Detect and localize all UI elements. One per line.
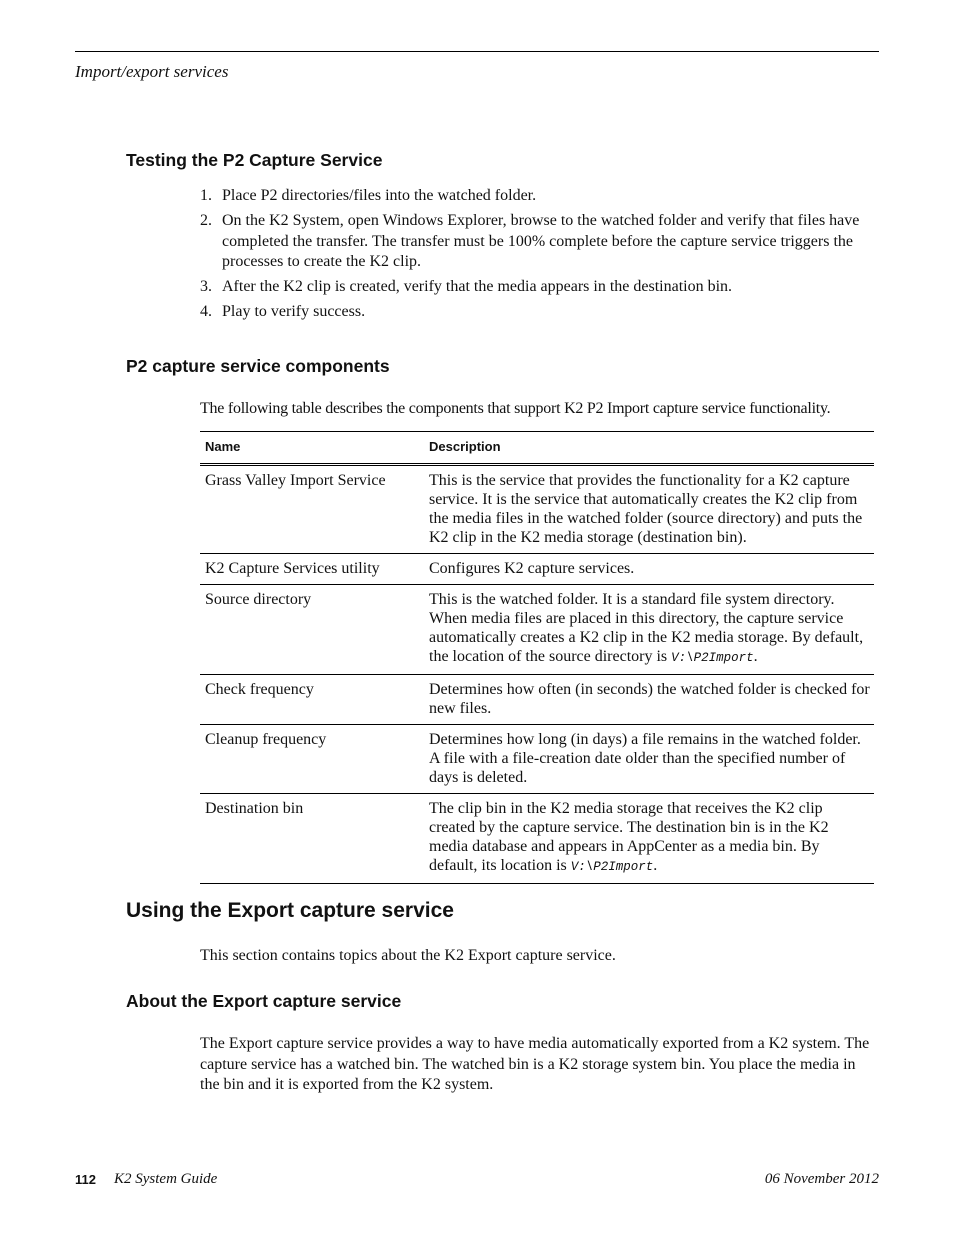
heading-using-export: Using the Export capture service <box>126 899 454 922</box>
cell-name: K2 Capture Services utility <box>200 554 424 585</box>
table-row <box>200 465 874 554</box>
heading-about-export: About the Export capture service <box>126 991 402 1011</box>
table-row <box>200 794 874 884</box>
path-code: V:\P2Import <box>671 651 754 665</box>
about-export-text: The Export capture service provides a way to have media automatically exported from a K2 system. The capture service has a watched bin. The watched bin is a K2 storage system bin. You place the media in the bin and it is exported from the K2 system. <box>200 1035 870 1093</box>
components-intro: The following table describes the components that support K2 P2 Import capture service functionality. <box>200 400 831 417</box>
step-item: 1. Place P2 directories/files into the watched folder. <box>200 187 537 204</box>
components-table <box>200 431 874 884</box>
using-export-text: This section contains topics about the K2 Export capture service. <box>200 947 616 964</box>
step-item: 3. After the K2 clip is created, verify that the media appears in the destination bin. <box>200 278 733 295</box>
table-row <box>200 554 874 585</box>
cell-name: Grass Valley Import Service <box>200 465 424 554</box>
cell-name: Source directory <box>200 585 424 675</box>
table-row <box>200 585 874 675</box>
table-row <box>200 725 874 794</box>
cell-description: Determines how often (in seconds) the watched folder is checked for new files. <box>424 675 874 725</box>
cell-description: Configures K2 capture services. <box>424 554 874 585</box>
step-item: 2. On the K2 System, open Windows Explorer, browse to the watched folder and verify that files have completed the transfer. The transfer must be 100% complete before the capture service triggers the processes to create the K2 clip. <box>200 212 860 270</box>
page-number: 112 <box>75 1172 96 1187</box>
header-rule <box>75 51 879 52</box>
column-header-name: Name <box>200 432 424 465</box>
cell-name: Cleanup frequency <box>200 725 424 794</box>
step-item: 4. Play to verify success. <box>200 303 366 320</box>
table-row <box>200 675 874 725</box>
heading-p2-components: P2 capture service components <box>126 356 390 376</box>
running-head: Import/export services <box>75 62 229 81</box>
cell-name: Destination bin <box>200 794 424 884</box>
testing-steps-list <box>200 186 880 327</box>
cell-description: Determines how long (in days) a file remains in the watched folder. A file with a file-creation date older than the specified number of days is deleted. <box>424 725 874 794</box>
footer-guide-title: K2 System Guide <box>114 1171 218 1187</box>
footer-date: 06 November 2012 <box>764 1171 879 1187</box>
cell-description: This is the watched folder. It is a standard file system directory. When media files are placed in this directory, the capture service automatically creates a K2 clip in the K2 media storage. By default, the location of the source directory is V:\P2Import. <box>424 585 874 675</box>
table-header-row <box>200 432 874 465</box>
cell-description: This is the service that provides the functionality for a K2 capture service. It is the service that automatically creates the K2 clip from the media files in the watched folder (source directory) and puts the K2 clip in the K2 media storage (destination bin). <box>424 465 874 554</box>
path-code: V:\P2Import <box>570 860 654 874</box>
heading-testing-p2: Testing the P2 Capture Service <box>126 150 383 170</box>
cell-name: Check frequency <box>200 675 424 725</box>
column-header-description: Description <box>424 432 874 465</box>
cell-description: The clip bin in the K2 media storage that receives the K2 clip created by the capture service. The destination bin is in the K2 media database and appears in AppCenter as a media bin. By default, its location is V:\P2Import. <box>424 794 874 884</box>
